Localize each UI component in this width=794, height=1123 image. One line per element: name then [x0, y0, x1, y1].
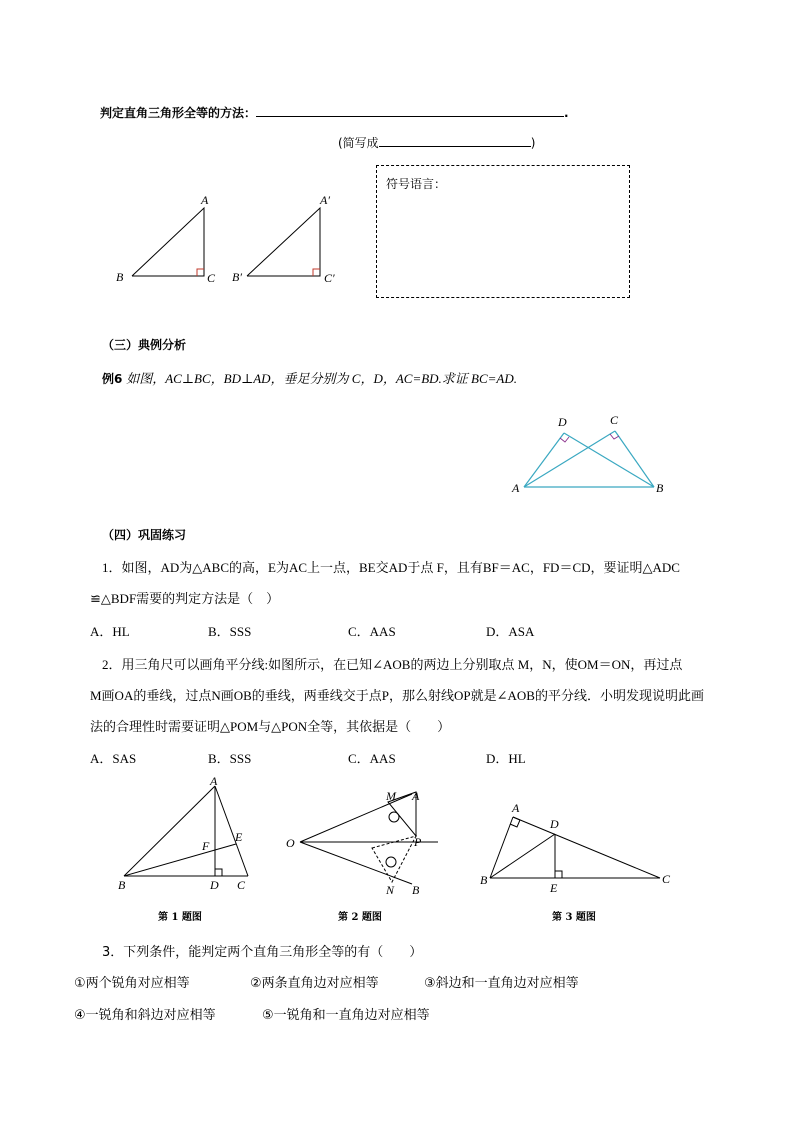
ex6-label-d: D — [558, 415, 567, 429]
ex6-label-a: A — [512, 481, 520, 495]
q2-caption: 第 2 题图 — [338, 912, 382, 923]
abbr-blank — [379, 146, 531, 147]
q1-label-a: A — [210, 776, 218, 788]
q3-caption: 第 3 题图 — [552, 912, 596, 923]
q1-label-d: D — [210, 878, 219, 892]
q1-caption: 第 1 题图 — [158, 912, 202, 923]
symbol-language-label: 符号语言： — [386, 177, 447, 191]
label-b-prime: B′ — [232, 270, 242, 284]
example-6-figure — [508, 410, 672, 500]
q3-label-d: D — [550, 817, 559, 831]
q1-option-d: D．ASA — [486, 624, 535, 639]
q1-label-c: C — [237, 878, 246, 892]
criteria-line — [100, 104, 569, 121]
q1-label-e: E — [235, 830, 243, 844]
q1-option-b: B．SSS — [208, 624, 252, 639]
q2-line-3: 法的合理性时需要证明△POM与△PON全等，其依据是（ ） — [90, 719, 451, 734]
label-c-prime: C′ — [324, 271, 335, 285]
ex6-label-c: C — [610, 413, 619, 427]
example-6-number: 例6 — [102, 372, 123, 386]
q2-option-d: D．HL — [486, 751, 526, 766]
criteria-label: 判定直角三角形全等的方法： — [100, 106, 257, 120]
q1-option-c: C．AAS — [348, 624, 396, 639]
q2-figure — [284, 780, 444, 900]
label-a: A — [201, 193, 209, 207]
triangle-abc-prime — [232, 193, 335, 285]
symbol-language-box — [376, 165, 630, 298]
q1-figure — [112, 776, 262, 906]
criteria-period: . — [564, 106, 569, 120]
q3-figure — [476, 800, 686, 896]
q3-condition-5: ⑤一锐角和一直角边对应相等 — [262, 1008, 430, 1023]
ex6-label-b: B — [656, 481, 664, 495]
q1-label-b: B — [118, 878, 126, 892]
example-6 — [102, 368, 517, 387]
q3-stem: 3．下列条件，能判定两个直角三角形全等的有（ ） — [102, 945, 423, 960]
q3-label-a: A — [512, 801, 520, 815]
q3-condition-2: ②两条直角边对应相等 — [250, 976, 379, 991]
label-c: C — [207, 271, 216, 285]
q1-line-1: 1．如图，AD为△ABC的高，E为AC上一点，BE交AD于点 F，且有BF＝AC，FD＝CD，要证明△ADC — [102, 560, 680, 575]
criteria-blank — [256, 116, 564, 117]
q2-label-n: N — [386, 883, 395, 897]
q2-option-a: A．SAS — [90, 751, 137, 766]
q2-option-b: B．SSS — [208, 751, 252, 766]
q3-label-e: E — [550, 881, 558, 895]
abbr-close: ) — [530, 136, 536, 150]
q2-line-1: 2．用三角尺可以画角平分线:如图所示，在已知∠AOB的两边上分别取点 M，N，使OM＝ON，再过点 — [102, 657, 683, 672]
q2-label-a: A — [412, 789, 420, 803]
label-b: B — [116, 270, 124, 284]
q2-label-b: B — [412, 883, 420, 897]
section-3-title: （三）典例分析 — [102, 338, 187, 352]
q3-condition-1: ①两个锐角对应相等 — [74, 976, 190, 991]
q1-label-f: F — [202, 839, 210, 853]
q1-line-2: ≌△BDF需要的判定方法是（ ） — [90, 591, 280, 606]
q3-condition-4: ④一锐角和斜边对应相等 — [74, 1008, 216, 1023]
q2-label-o: O — [286, 836, 295, 850]
label-a-prime: A′ — [320, 193, 330, 207]
abbreviation-line — [338, 134, 535, 151]
q3-label-b: B — [480, 873, 488, 887]
q3-condition-3: ③斜边和一直角边对应相等 — [424, 976, 579, 991]
q3-label-c: C — [662, 872, 671, 886]
q2-label-p: P — [414, 835, 422, 849]
q1-option-a: A．HL — [90, 624, 130, 639]
triangle-abc — [116, 193, 216, 285]
section-4-title: （四）巩固练习 — [102, 528, 187, 542]
q2-option-c: C．AAS — [348, 751, 396, 766]
example-6-text: 如图，AC⊥BC，BD⊥AD，垂足分别为 C，D，AC=BD.求证 BC=AD. — [126, 371, 518, 386]
q2-line-2: M画OA的垂线，过点N画OB的垂线，两垂线交于点P，那么射线OP就是∠AOB的平分线．小明发现说明此画 — [90, 688, 704, 703]
abbr-open: (简写成 — [338, 136, 379, 150]
right-triangles-figure — [110, 192, 350, 288]
q2-label-m: M — [386, 789, 396, 803]
